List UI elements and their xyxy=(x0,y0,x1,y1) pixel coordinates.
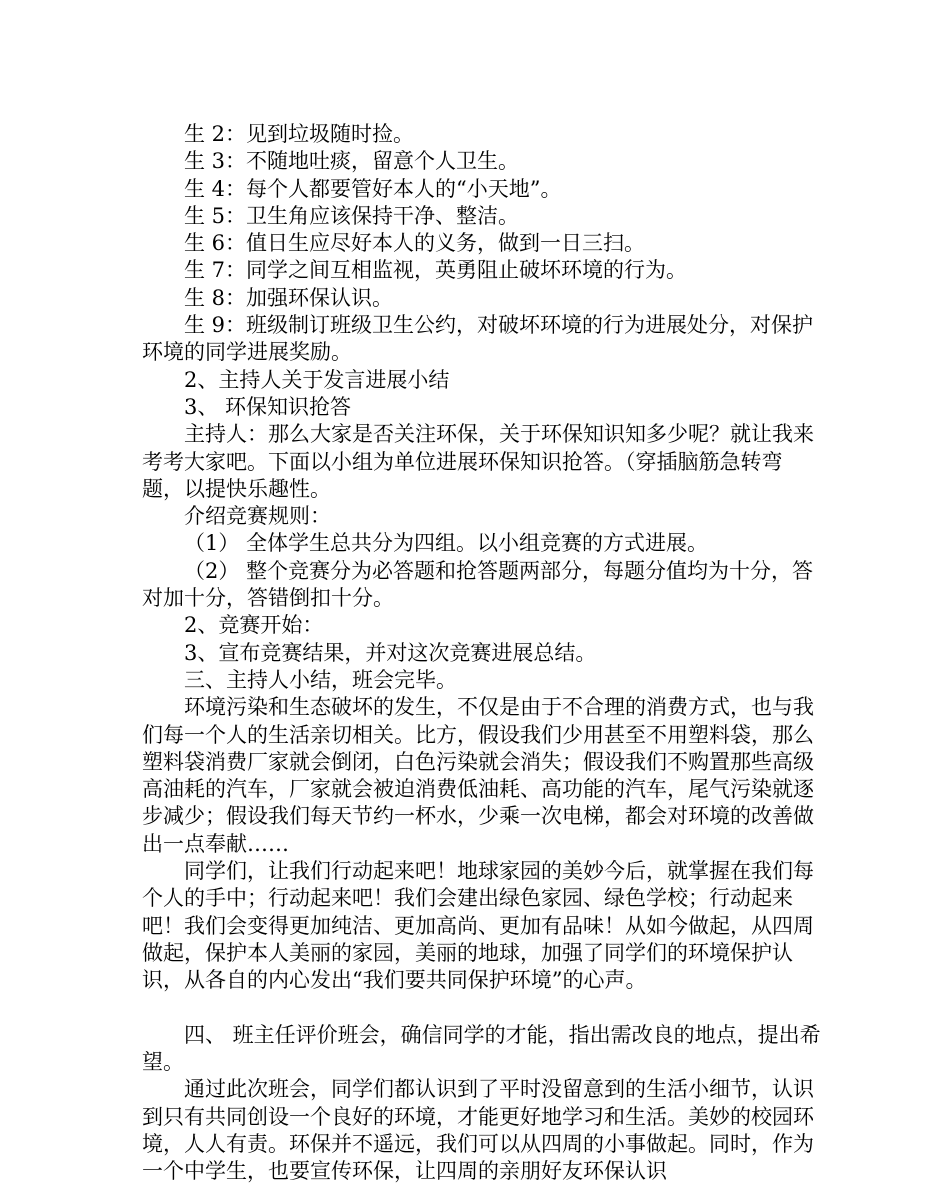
paragraph: 生 8：加强环保认识。 xyxy=(184,285,394,310)
paragraph: 生 2：见到垃圾随时捡。 xyxy=(184,122,415,146)
document-body xyxy=(142,121,822,1186)
paragraph: 同学们，让我们行动起来吧！地球家园的美妙今后，就掌握在我们每个人的手中；行动起来吧！我们会建出绿色家园、绿色学校；行动起来吧！我们会变得更加纯洁、更加高尚、更加有品味！从如今做起，从四周做起，保护本人美丽的家园，美丽的地球，加强了同学们的环境保护认识，从各自的内心发出“我们要共同保护环境”的心声。 xyxy=(142,859,814,993)
paragraph: （1） 全体学生总共分为四组。以小组竞赛的方式进展。 xyxy=(184,531,709,556)
paragraph: 3、 环保知识抢答 xyxy=(184,394,352,419)
paragraph: 介绍竞赛规则： xyxy=(184,504,331,529)
paragraph: 通过此次班会，同学们都认识到了平时没留意到的生活小细节，认识到只有共同创设一个良好的环境，才能更好地学习和生活。美妙的校园环境，人人有责。环保并不遥远，我们可以从四周的小事做起。同时，作为一个中学生，也要宣传环保，让四周的亲朋好友环保认识 xyxy=(142,1077,814,1184)
paragraph: 3、宣布竞赛结果，并对这次竞赛进展总结。 xyxy=(184,640,597,665)
paragraph: 2、主持人关于发言进展小结 xyxy=(184,367,450,392)
paragraph: 生 5：卫生角应该保持干净、整洁。 xyxy=(184,203,520,228)
paragraph: 生 7：同学之间互相监视，英勇阻止破坏环境的行为。 xyxy=(184,258,688,283)
paragraph: 生 4：每个人都要管好本人的“小天地”。 xyxy=(184,176,562,201)
paragraph: 三、主持人小结，班会完毕。 xyxy=(184,667,457,692)
paragraph: 环境污染和生态破坏的发生，不仅是由于不合理的消费方式，也与我们每一个人的生活亲切相关。比方，假设我们少用甚至不用塑料袋，那么塑料袋消费厂家就会倒闭，白色污染就会消失；假设我们不购置那些高级高油耗的汽车，厂家就会被迫消费低油耗、高功能的汽车，尾气污染就逐步减少；假设我们每天节约一杯水，少乘一次电梯，都会对环境的改善做出一点奉献…… xyxy=(142,695,814,856)
paragraph: 生 6：值日生应尽好本人的义务，做到一日三扫。 xyxy=(184,231,646,256)
paragraph: 生 9：班级制订班级卫生公约，对破坏环境的行为进展处分，对保护环境的同学进展奖励。 xyxy=(142,313,814,365)
paragraph: （2） 整个竞赛分为必答题和抢答题两部分，每题分值均为十分，答对加十分，答错倒扣十分。 xyxy=(142,558,814,611)
paragraph: 2、竞赛开始： xyxy=(184,613,324,638)
blank-line xyxy=(142,995,822,1022)
paragraph: 生 3：不随地吐痰，留意个人卫生。 xyxy=(184,149,520,174)
paragraph: 主持人：那么大家是否关注环保，关于环保知识知多少呢？就让我来考考大家吧。下面以小组为单位进展环保知识抢答。（穿插脑筋急转弯题，以提快乐趣性。 xyxy=(142,422,814,501)
paragraph: 四、 班主任评价班会，确信同学的才能，指出需改良的地点，提出希望。 xyxy=(142,1022,821,1075)
